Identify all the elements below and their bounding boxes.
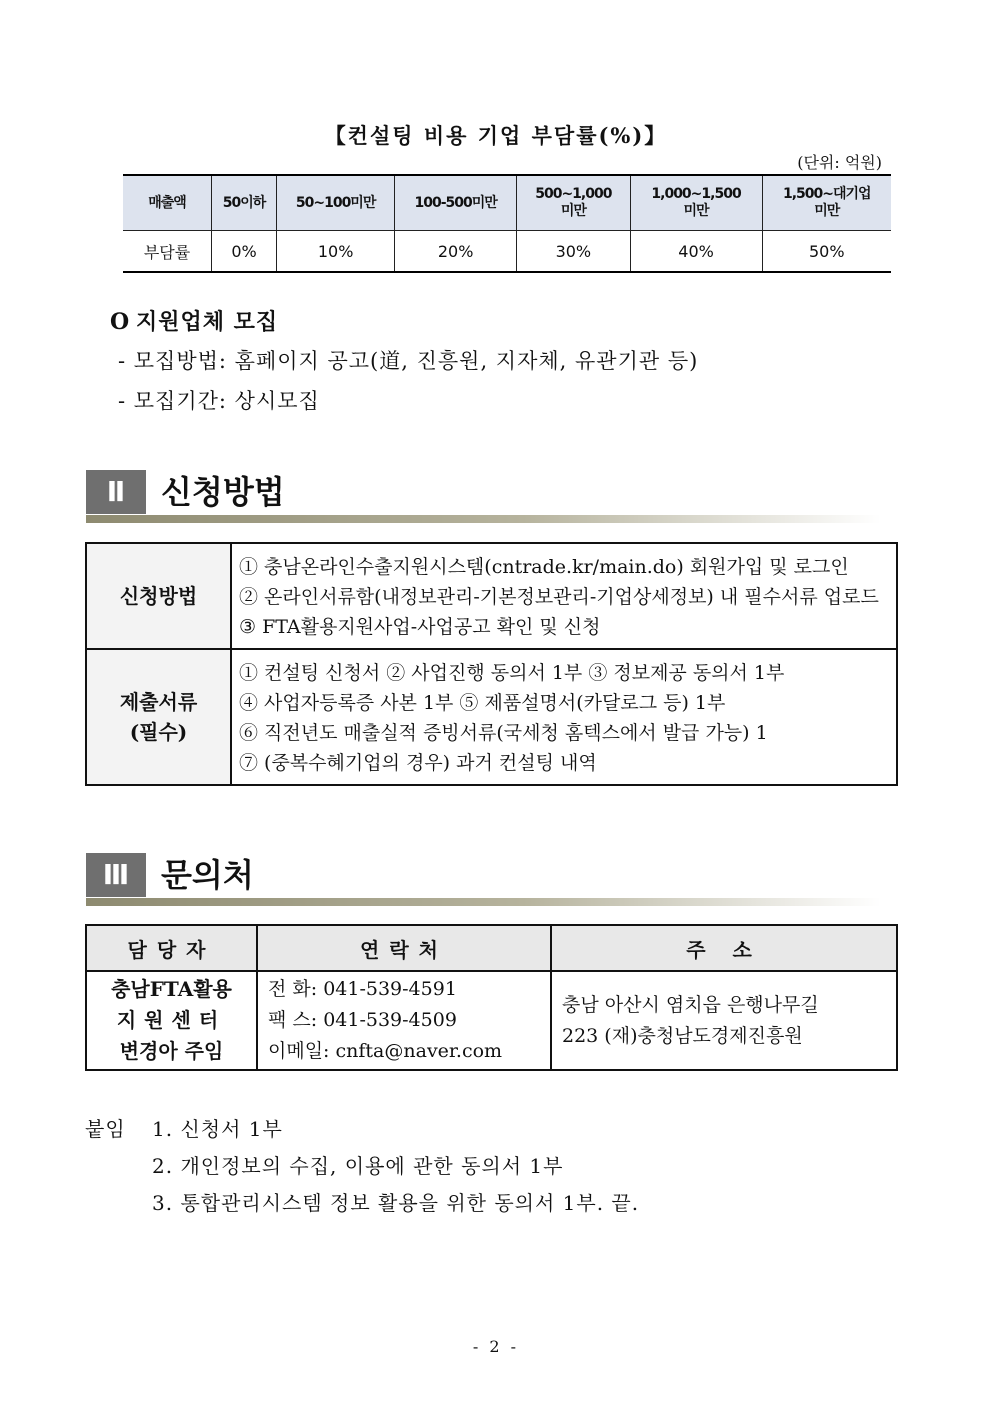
header-person: 담당자 [86,925,257,971]
list-item: ⑥ 직전년도 매출실적 증빙서류(국세청 홈텍스에서 발급 가능) 1 [239,722,768,744]
contact-details [257,971,551,1070]
list-item: ① 충남온라인수출지원시스템(cntrade.kr/main.do) 회원가입 및 로그인 [239,556,849,578]
circle-bullet-icon: O [110,309,131,335]
fax-number: 팩 스: 041-539-4509 [268,1009,457,1031]
row-header-revenue: 매출액 [123,175,212,231]
required-documents [231,649,897,785]
section-underline [86,898,881,906]
email-address[interactable]: 이메일: cnfta@naver.com [268,1040,503,1062]
column-header: 50이하 [212,175,277,231]
recruit-method: - 모집방법: 홈페이지 공고(道, 진흥원, 지자체, 유관기관 등) [118,349,699,373]
phone-number: 전 화: 041-539-4591 [268,978,457,1000]
section-title: 신청방법 [161,473,285,511]
section-title: 문의처 [161,856,254,894]
header-contact: 연락처 [257,925,551,971]
unit-label: (단위: 억원) [797,153,882,172]
list-item: ④ 사업자등록증 사본 1부 ⑤ 제품설명서(카달로그 등) 1부 [239,692,726,714]
apply-method-table [85,542,898,786]
row-label-apply: 신청방법 [86,543,231,649]
section-number: Ⅱ [86,470,146,514]
recruit-period: - 모집기간: 상시모집 [118,389,320,413]
row-label-documents: 제출서류 (필수) [86,649,231,785]
header-address: 주 소 [551,925,897,971]
contact-person: 충남FTA활용 지원센터 변경아 주임 [86,971,257,1070]
contact-table [85,924,898,1071]
column-header: 1,000~1,500 미만 [630,175,762,231]
column-header: 1,500~대기업 미만 [762,175,891,231]
apply-steps [231,543,897,649]
rate-cell: 40% [630,231,762,273]
list-item: ② 온라인서류함(내정보관리-기본정보관리-기업상세정보) 내 필수서류 업로드 [239,586,879,608]
section-number: Ⅲ [86,853,146,897]
row-header-rate: 부담률 [123,231,212,273]
rate-cell: 50% [762,231,891,273]
attachment-item: 3. 통합관리시스템 정보 활용을 위한 동의서 1부. 끝. [152,1191,640,1215]
section-underline [86,515,881,523]
attachments-label: 붙임 [85,1117,126,1141]
list-item: ③ FTA활용지원사업-사업공고 확인 및 신청 [239,616,601,638]
list-item: ⑦ (중복수혜기업의 경우) 과거 컨설팅 내역 [239,752,597,774]
recruit-heading: O 지원업체 모집 [110,309,279,335]
rate-cell: 10% [277,231,395,273]
cost-burden-table [123,174,891,273]
column-header: 50~100미만 [277,175,395,231]
rate-cell: 20% [395,231,517,273]
list-item: ① 컨설팅 신청서 ② 사업진행 동의서 1부 ③ 정보제공 동의서 1부 [239,662,785,684]
rate-cell: 30% [517,231,630,273]
cost-table-title: 【컨설팅 비용 기업 부담률(%)】 [324,123,668,148]
rate-cell: 0% [212,231,277,273]
attachment-item: 2. 개인정보의 수집, 이용에 관한 동의서 1부 [152,1154,564,1178]
address: 충남 아산시 염치읍 은행나무길 223 (재)충청남도경제진흥원 [551,971,897,1070]
attachment-item: 1. 신청서 1부 [152,1117,283,1141]
column-header: 100-500미만 [395,175,517,231]
page-number: - 2 - [472,1337,520,1356]
column-header: 500~1,000 미만 [517,175,630,231]
